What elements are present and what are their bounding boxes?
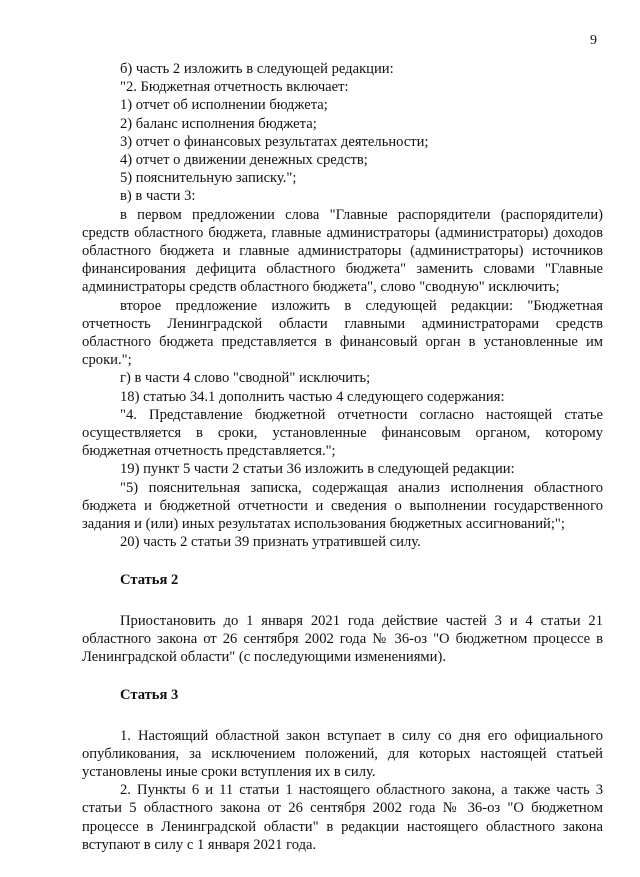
list-item-20: 20) часть 2 статьи 39 признать утратившей силу. xyxy=(120,534,421,551)
list-item-4: 4) отчет о движении денежных средств; xyxy=(120,152,368,169)
article-3-paragraph-1: 1. Настоящий областной закон вступает в силу со дня его официального опубликования, за исключением положений, для которых настоящей статьей установлены иные сроки вступления их в силу. xyxy=(82,727,603,780)
list-item-5: 5) пояснительную записку."; xyxy=(120,170,297,187)
article-2-heading: Статья 2 xyxy=(120,572,179,589)
article-3-heading: Статья 3 xyxy=(120,687,179,704)
page-number: 9 xyxy=(590,33,597,48)
article-3-paragraph-2: 2. Пункты 6 и 11 статьи 1 настоящего областного закона, а также часть 3 статьи 5 областного закона от 26 сентября 2002 года № 36-оз "О бюджетном процессе в Ленинградской области" в редакции настоящего областного закона вступают в силу с 1 января 2021 года. xyxy=(82,782,603,853)
paragraph-first-sentence: в первом предложении слова "Главные распорядители (распорядители) средств областного бюджета, главные администраторы (администраторы) доходов областного бюджета и главные администраторы (администраторы) источников финансирования дефицита областного бюджета" заменить словами "Главные администраторы средств областного бюджета", слово "сводную" исключить; xyxy=(82,206,603,296)
list-item-3: 3) отчет о финансовых результатах деятельности; xyxy=(120,133,429,150)
quote-heading: "2. Бюджетная отчетность включает: xyxy=(120,79,349,96)
list-item-18: 18) статью 34.1 дополнить частью 4 следующего содержания: xyxy=(120,388,505,405)
paragraph-18-quote: "4. Представление бюджетной отчетности согласно настоящей статье осуществляется в сроки, установленные финансовым органом, которому бюджетная отчетность представляется."; xyxy=(82,406,603,460)
paragraph-second-sentence: второе предложение изложить в следующей редакции: "Бюджетная отчетность Ленинградской области главными администраторами средств областного бюджета представляется в финансовый орган в установленные им сроки."; xyxy=(82,297,603,369)
list-item-1: 1) отчет об исполнении бюджета; xyxy=(120,97,328,114)
list-item-19: 19) пункт 5 части 2 статьи 36 изложить в следующей редакции: xyxy=(120,461,515,478)
paragraph-19-quote: "5) пояснительная записка, содержащая анализ исполнения областного бюджета и бюджетной отчетности и сведения о выполнении государственного задания и (или) иных результатах использования бюджетных ассигнований;"; xyxy=(82,479,603,533)
document-body xyxy=(82,60,603,854)
list-item-2: 2) баланс исполнения бюджета; xyxy=(120,115,317,132)
list-item-b: б) часть 2 изложить в следующей редакции: xyxy=(120,61,394,77)
list-item-g: г) в части 4 слово "сводной" исключить; xyxy=(120,370,371,387)
list-item-v: в) в части 3: xyxy=(120,188,196,205)
article-2-text: Приостановить до 1 января 2021 года действие частей 3 и 4 статьи 21 областного закона от 26 сентября 2002 года № 36-оз "О бюджетном процессе в Ленинградской области" (с последующими изменениями). xyxy=(82,612,603,666)
